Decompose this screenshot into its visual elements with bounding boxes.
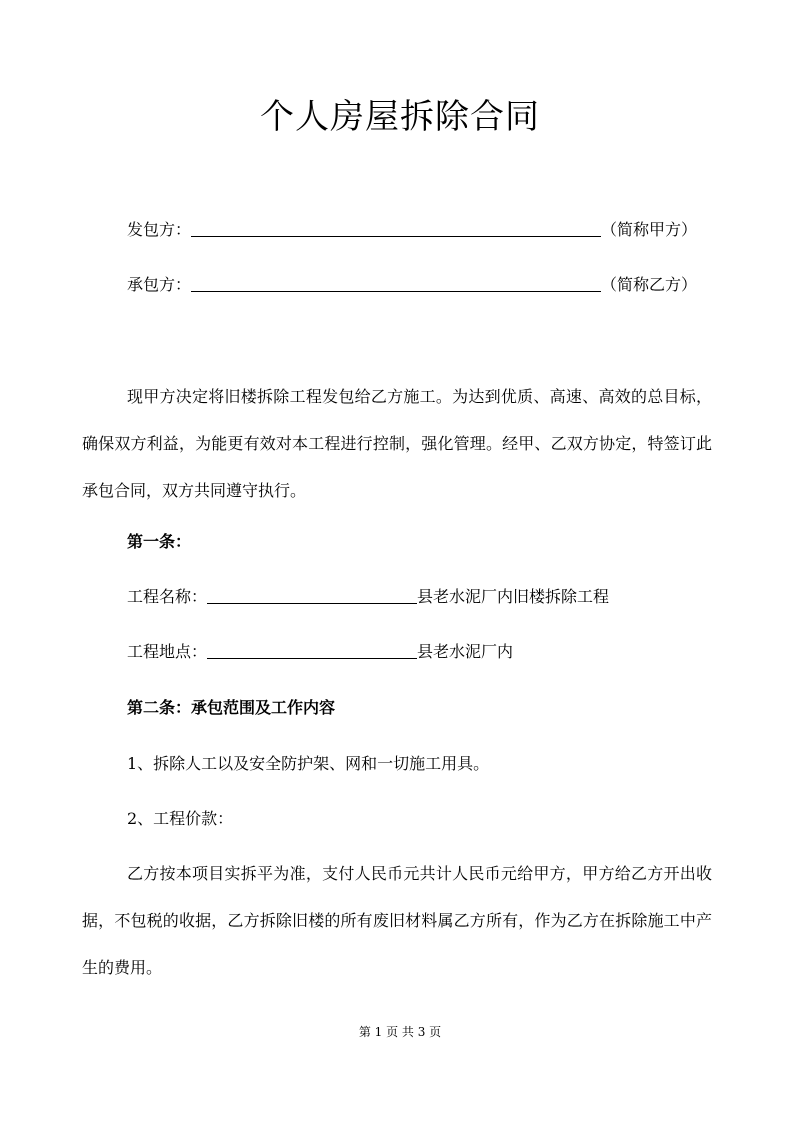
- project-site-blank: [207, 657, 417, 659]
- party-b-blank: [191, 290, 601, 292]
- intro-paragraph: 现甲方决定将旧楼拆除工程发包给乙方施工。为达到优质、高速、高效的总目标，确保双方利益，为能更有效对本工程进行控制，强化管理。经甲、乙双方协定，特签订此承包合同，双方共同遵守执行。: [82, 387, 712, 500]
- price-paragraph: 乙方按本项目实拆平为准，支付人民币元共计人民币元给甲方，甲方给乙方开出收据，不包税的收据，乙方拆除旧楼的所有废旧材料属乙方所有，作为乙方在拆除施工中产生的费用。: [82, 864, 712, 977]
- page-footer: 第 1 页 共 3 页: [358, 1025, 442, 1039]
- article-1-heading: 第一条：: [127, 532, 192, 551]
- party-a-suffix: （简称甲方）: [600, 220, 697, 239]
- project-name-blank: [207, 602, 417, 604]
- project-name-suffix: 县老水泥厂内旧楼拆除工程: [417, 587, 610, 606]
- item-1: 1、拆除人工以及安全防护架、网和一切施工用具。: [127, 754, 490, 773]
- party-b-suffix: （简称乙方）: [600, 275, 697, 294]
- project-site-suffix: 县老水泥厂内: [417, 642, 514, 661]
- document-title: 个人房屋拆除合同: [260, 97, 540, 137]
- party-a-blank: [191, 235, 601, 237]
- party-a-label: 发包方：: [127, 220, 192, 239]
- project-site-row: [127, 640, 513, 664]
- party-b-label: 承包方：: [127, 275, 192, 294]
- article-2-heading: 第二条：承包范围及工作内容: [127, 698, 336, 717]
- party-a-row: [127, 218, 697, 242]
- project-site-label: 工程地点：: [127, 642, 208, 661]
- project-name-label: 工程名称：: [127, 587, 208, 606]
- project-name-row: [127, 585, 609, 609]
- item-2: 2、工程价款：: [127, 809, 234, 828]
- party-b-row: [127, 273, 697, 297]
